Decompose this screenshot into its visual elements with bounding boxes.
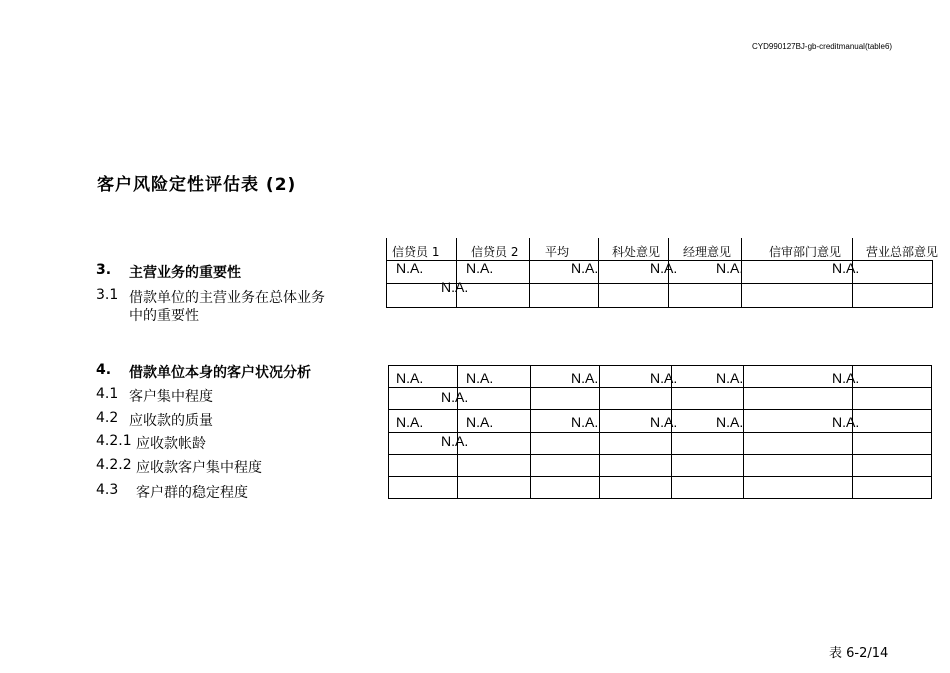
- item-4-3-number: 4.3: [96, 482, 119, 498]
- item-4-2-2-label: 应收款客户集中程度: [136, 460, 262, 476]
- cell-value: N.A.: [396, 260, 424, 276]
- grid-line: [388, 365, 389, 499]
- cell-value: N.A.: [441, 279, 469, 295]
- item-3-1-number: 3.1: [96, 287, 119, 303]
- section-4-heading: 借款单位本身的客户状况分析: [129, 365, 311, 381]
- cell-value: N.A.: [441, 389, 469, 405]
- grid-line: [386, 307, 932, 308]
- cell-value: N.A.: [396, 414, 424, 430]
- cell-value: N.A.: [441, 433, 469, 449]
- cell-value: N.A.: [832, 260, 860, 276]
- cell-value: N.A.: [466, 260, 494, 276]
- cell-value: N.A.: [571, 370, 599, 386]
- cell-value: N.A.: [650, 414, 678, 430]
- cell-value: N.A.: [571, 414, 599, 430]
- column-header-manager-opinion: 经理意见: [683, 245, 732, 259]
- document-reference: CYD990127BJ-gb-creditmanual(table6): [752, 42, 893, 51]
- column-header-officer-1: 信贷员 1: [392, 245, 440, 259]
- grid-line: [388, 432, 931, 433]
- item-4-2-1-label: 应收款帐龄: [136, 436, 206, 452]
- item-3-1-label: 借款单位的主营业务在总体业务: [129, 290, 325, 306]
- cell-value: N.A.: [716, 370, 744, 386]
- section-3-heading: 主营业务的重要性: [129, 265, 241, 281]
- cell-value: N.A.: [396, 370, 424, 386]
- cell-value: N.A.: [716, 260, 744, 276]
- grid-line: [388, 365, 931, 366]
- grid-line: [529, 238, 530, 308]
- item-4-2-label: 应收款的质量: [129, 413, 213, 429]
- grid-line: [388, 409, 931, 410]
- cell-value: N.A.: [832, 414, 860, 430]
- grid-line: [530, 365, 531, 499]
- cell-value: N.A.: [832, 370, 860, 386]
- grid-line: [457, 365, 458, 499]
- cell-value: N.A.: [466, 414, 494, 430]
- column-header-credit-dept-opinion: 信审部门意见: [769, 245, 842, 259]
- item-4-3-label: 客户群的稳定程度: [136, 485, 248, 501]
- item-4-2-2-number: 4.2.2: [96, 457, 132, 473]
- grid-line: [388, 454, 931, 455]
- column-header-officer-2: 信贷员 2: [471, 245, 519, 259]
- grid-line: [599, 365, 600, 499]
- grid-line: [388, 387, 931, 388]
- cell-value: N.A.: [716, 414, 744, 430]
- item-3-1-label-cont: 中的重要性: [129, 308, 199, 324]
- cell-value: N.A.: [650, 370, 678, 386]
- grid-line: [386, 238, 387, 308]
- section-4-number: 4.: [96, 362, 112, 378]
- column-header-average: 平均: [545, 245, 570, 259]
- section-3-number: 3.: [96, 262, 112, 278]
- page-title: 客户风险定性评估表 (2): [97, 175, 297, 195]
- grid-line: [388, 498, 931, 499]
- item-4-2-number: 4.2: [96, 410, 119, 426]
- column-header-hq-opinion: 营业总部意见: [866, 245, 939, 259]
- column-header-section-opinion: 科处意见: [612, 245, 661, 259]
- cell-value: N.A.: [571, 260, 599, 276]
- item-4-1-number: 4.1: [96, 386, 119, 402]
- page-number: 表 6-2/14: [829, 646, 889, 661]
- grid-line: [388, 476, 931, 477]
- item-4-2-1-number: 4.2.1: [96, 433, 132, 449]
- cell-value: N.A.: [466, 370, 494, 386]
- cell-value: N.A.: [650, 260, 678, 276]
- grid-line: [456, 238, 457, 308]
- grid-line: [931, 365, 932, 499]
- grid-line: [932, 260, 933, 308]
- item-4-1-label: 客户集中程度: [129, 389, 213, 405]
